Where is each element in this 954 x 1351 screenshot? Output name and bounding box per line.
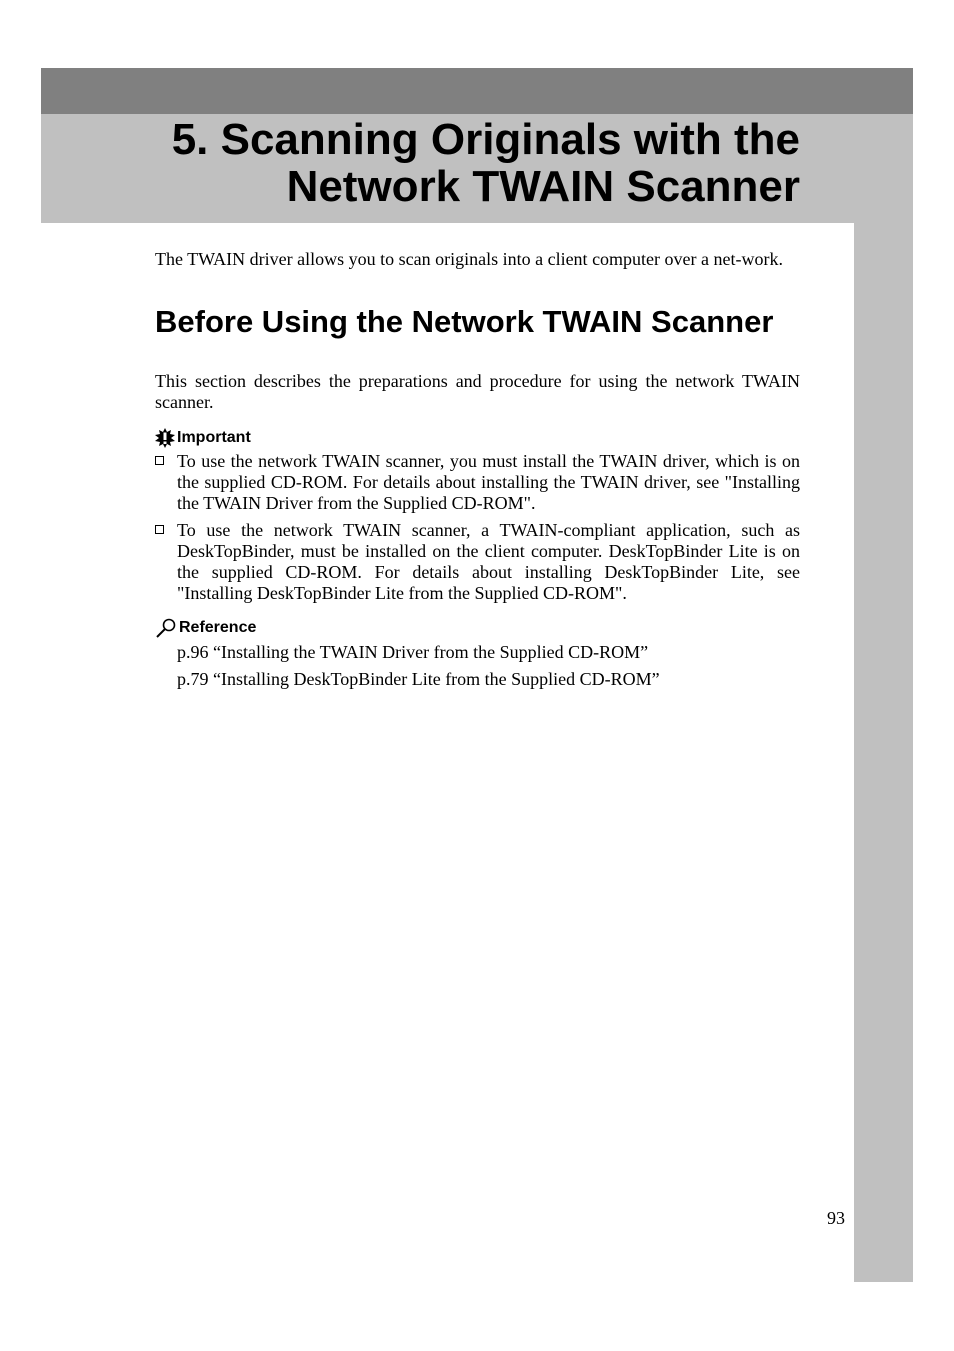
chapter-title: [41, 116, 800, 210]
checkbox-bullet-icon: [155, 456, 164, 465]
important-label: Important: [177, 429, 251, 446]
page-number: 93: [827, 1208, 845, 1228]
important-icon: [155, 428, 175, 448]
important-heading: [155, 427, 251, 449]
section-description: This section describes the preparations and procedure for using the network TWAIN scanner.: [155, 371, 800, 412]
chapter-title-line2: Network TWAIN Scanner: [286, 162, 800, 211]
list-item: [155, 451, 800, 514]
chapter-title-line1: 5. Scanning Originals with the: [171, 115, 800, 164]
magnifier-icon: [155, 618, 177, 638]
reference-list: [177, 642, 817, 696]
reference-link[interactable]: p.96 “Installing the TWAIN Driver from the Supplied CD-ROM”: [177, 642, 649, 662]
section-heading: Before Using the Network TWAIN Scanner: [155, 304, 774, 339]
list-item-text: To use the network TWAIN scanner, you must install the TWAIN driver, which is on the supplied CD-ROM. For details about installing the TWAIN driver, see "Installing the TWAIN Driver from the Supplied CD-ROM".: [177, 451, 800, 513]
reference-link[interactable]: p.79 “Installing DeskTopBinder Lite from the Supplied CD-ROM”: [177, 669, 660, 689]
reference-label: Reference: [179, 619, 257, 636]
chapter-side-tab: [854, 223, 913, 1282]
important-list: [155, 451, 800, 610]
list-item: [155, 520, 800, 604]
header-band-dark: [41, 68, 913, 114]
checkbox-bullet-icon: [155, 525, 164, 534]
intro-paragraph: The TWAIN driver allows you to scan originals into a client computer over a net-work.: [155, 249, 783, 269]
reference-heading: [155, 617, 256, 639]
list-item-text: To use the network TWAIN scanner, a TWAIN-compliant application, such as DeskTopBinder, must be installed on the client computer. DeskTopBinder Lite is on the supplied CD-ROM. For details about installing DeskTopBinder Lite, see "Installing DeskTopBinder Lite from the Supplied CD-ROM".: [177, 520, 800, 603]
